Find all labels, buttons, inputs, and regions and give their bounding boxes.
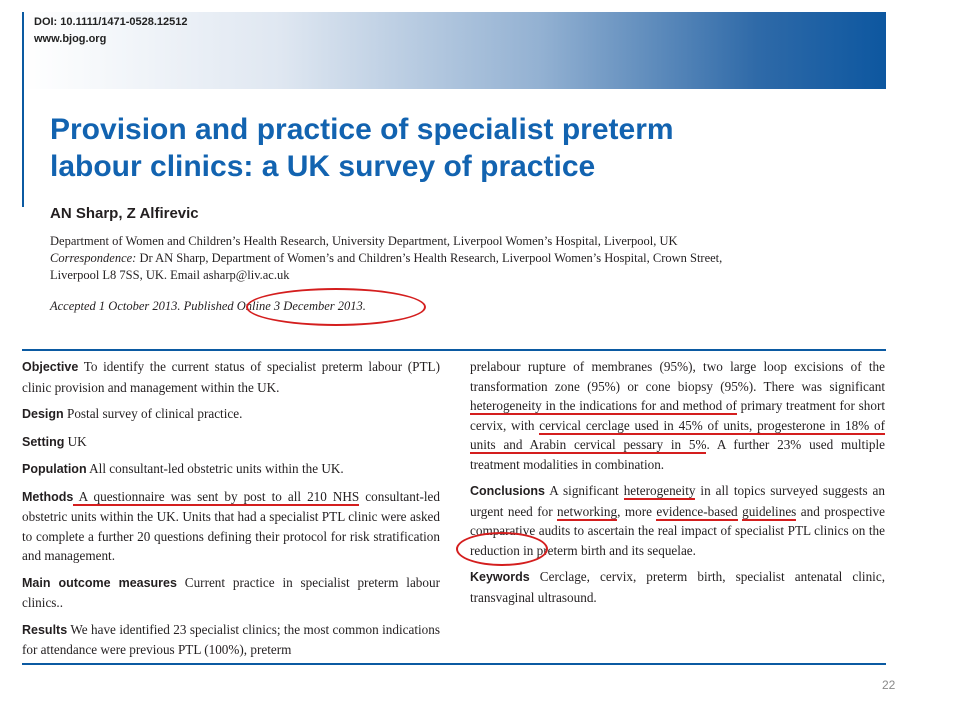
correspondence-line-2: Liverpool L8 7SS, UK. Email asharp@liv.ac.uk <box>50 268 290 282</box>
results-cont-2: primary treatment for short cervix, with <box>470 398 885 433</box>
doi-text: DOI: 10.1111/1471-0528.12512 <box>34 16 188 28</box>
website-text: www.bjog.org <box>34 33 107 45</box>
conclusions-text-a: A significant <box>545 483 624 498</box>
results-label: Results <box>22 622 68 637</box>
design-text: Postal survey of clinical practice. <box>63 406 243 421</box>
objective-text: To identify the current status of specialist preterm labour (PTL) clinic provision and management within the UK. <box>22 359 440 395</box>
accepted-text: Accepted 1 October 2013. Published <box>50 299 237 313</box>
setting-label: Setting <box>22 434 65 449</box>
affiliation-block <box>50 233 840 284</box>
design-label: Design <box>22 407 64 421</box>
conclusions-text-e: and prospective comparative audits to ascertain the real impact of specialist PTL clinics on the reduction in preterm birth and its sequelae. <box>470 503 886 558</box>
setting-text: UK <box>64 433 87 449</box>
setting-paragraph <box>22 432 440 453</box>
conclusions-text-b: in all topics surveyed suggests an urgent need for <box>470 483 886 519</box>
main-outcome-paragraph <box>22 573 440 613</box>
conclusions-underline-evidence-based: evidence-based <box>656 503 738 519</box>
results-paragraph <box>22 620 440 660</box>
correspondence-line-1: Dr AN Sharp, Department of Women’s and Children’s Health Research, Liverpool Women’s Hospital, Crown Street, <box>136 251 723 265</box>
conclusions-text-c: , more <box>617 503 657 519</box>
population-paragraph <box>22 459 440 480</box>
conclusions-underline-guidelines: guidelines <box>742 503 797 519</box>
keywords-text: Cerclage, cervix, preterm birth, specialist antenatal clinic, transvaginal ultrasound. <box>470 569 885 605</box>
affiliation-text: Department of Women and Children’s Health Research, University Department, Liverpool Women’s Hospital, Liverpool, UK <box>50 234 678 248</box>
objective-paragraph <box>22 357 440 397</box>
abstract-top-rule <box>22 349 886 351</box>
results-underline-2: cervical cerclage used in 45% of units, progesterone in 18% of units and Arabin cervical pessary in 5% <box>470 417 885 452</box>
slide-page-number: 22 <box>882 678 896 692</box>
results-text: We have identified 23 specialist clinics; the most common indications for attendance were previous PTL (100%), preterm <box>22 621 440 657</box>
methods-paragraph <box>22 487 440 566</box>
online-date-text: Online 3 December 2013. <box>236 299 366 313</box>
accepted-line <box>50 299 366 314</box>
conclusions-underline-networking: networking <box>557 503 618 519</box>
population-text: All consultant-led obstetric units within the UK. <box>86 461 344 476</box>
results-cont-1: prelabour rupture of membranes (95%), two large loop excisions of the transformation zone (95%) or cone biopsy (95%). There was significant <box>470 359 885 394</box>
objective-label: Objective <box>22 360 79 374</box>
population-label: Population <box>22 462 87 476</box>
article-title <box>50 111 870 185</box>
conclusions-paragraph <box>470 481 885 560</box>
keywords-paragraph <box>470 567 885 607</box>
keywords-label: Keywords <box>470 570 530 584</box>
results-underline-1: heterogeneity in the indications for and method of <box>470 398 737 413</box>
correspondence-text <box>50 250 840 267</box>
title-line-2: labour clinics: a UK survey of practice <box>50 150 596 183</box>
conclusions-underline-heterogeneity: heterogeneity <box>623 483 696 498</box>
title-line-1: Provision and practice of specialist preterm <box>50 113 674 146</box>
results-continued-paragraph <box>470 357 885 474</box>
methods-label: Methods <box>22 489 74 504</box>
conclusions-label: Conclusions <box>470 484 546 498</box>
methods-text: consultant-led obstetric units within the UK. Units that had a specialist PTL clinic were asked to complete a further 20 questions defining their protocol for risk stratification and management. <box>22 488 440 563</box>
results-cont-3: . A further 23% used multiple treatment modalities in combination. <box>470 437 885 472</box>
authors: AN Sharp, Z Alfirevic <box>50 205 199 222</box>
methods-underlined-text: A questionnaire was sent by post to all 210 NHS <box>73 488 360 504</box>
main-outcome-label: Main outcome measures <box>22 575 177 590</box>
abstract-left-column <box>22 357 440 660</box>
main-outcome-text: Current practice in specialist preterm labour clinics.. <box>22 574 440 610</box>
design-paragraph <box>22 404 440 425</box>
correspondence-label: Correspondence: <box>50 251 137 265</box>
abstract-right-column <box>470 357 885 614</box>
header-accent-line <box>22 12 24 207</box>
abstract-bottom-rule <box>22 663 886 665</box>
